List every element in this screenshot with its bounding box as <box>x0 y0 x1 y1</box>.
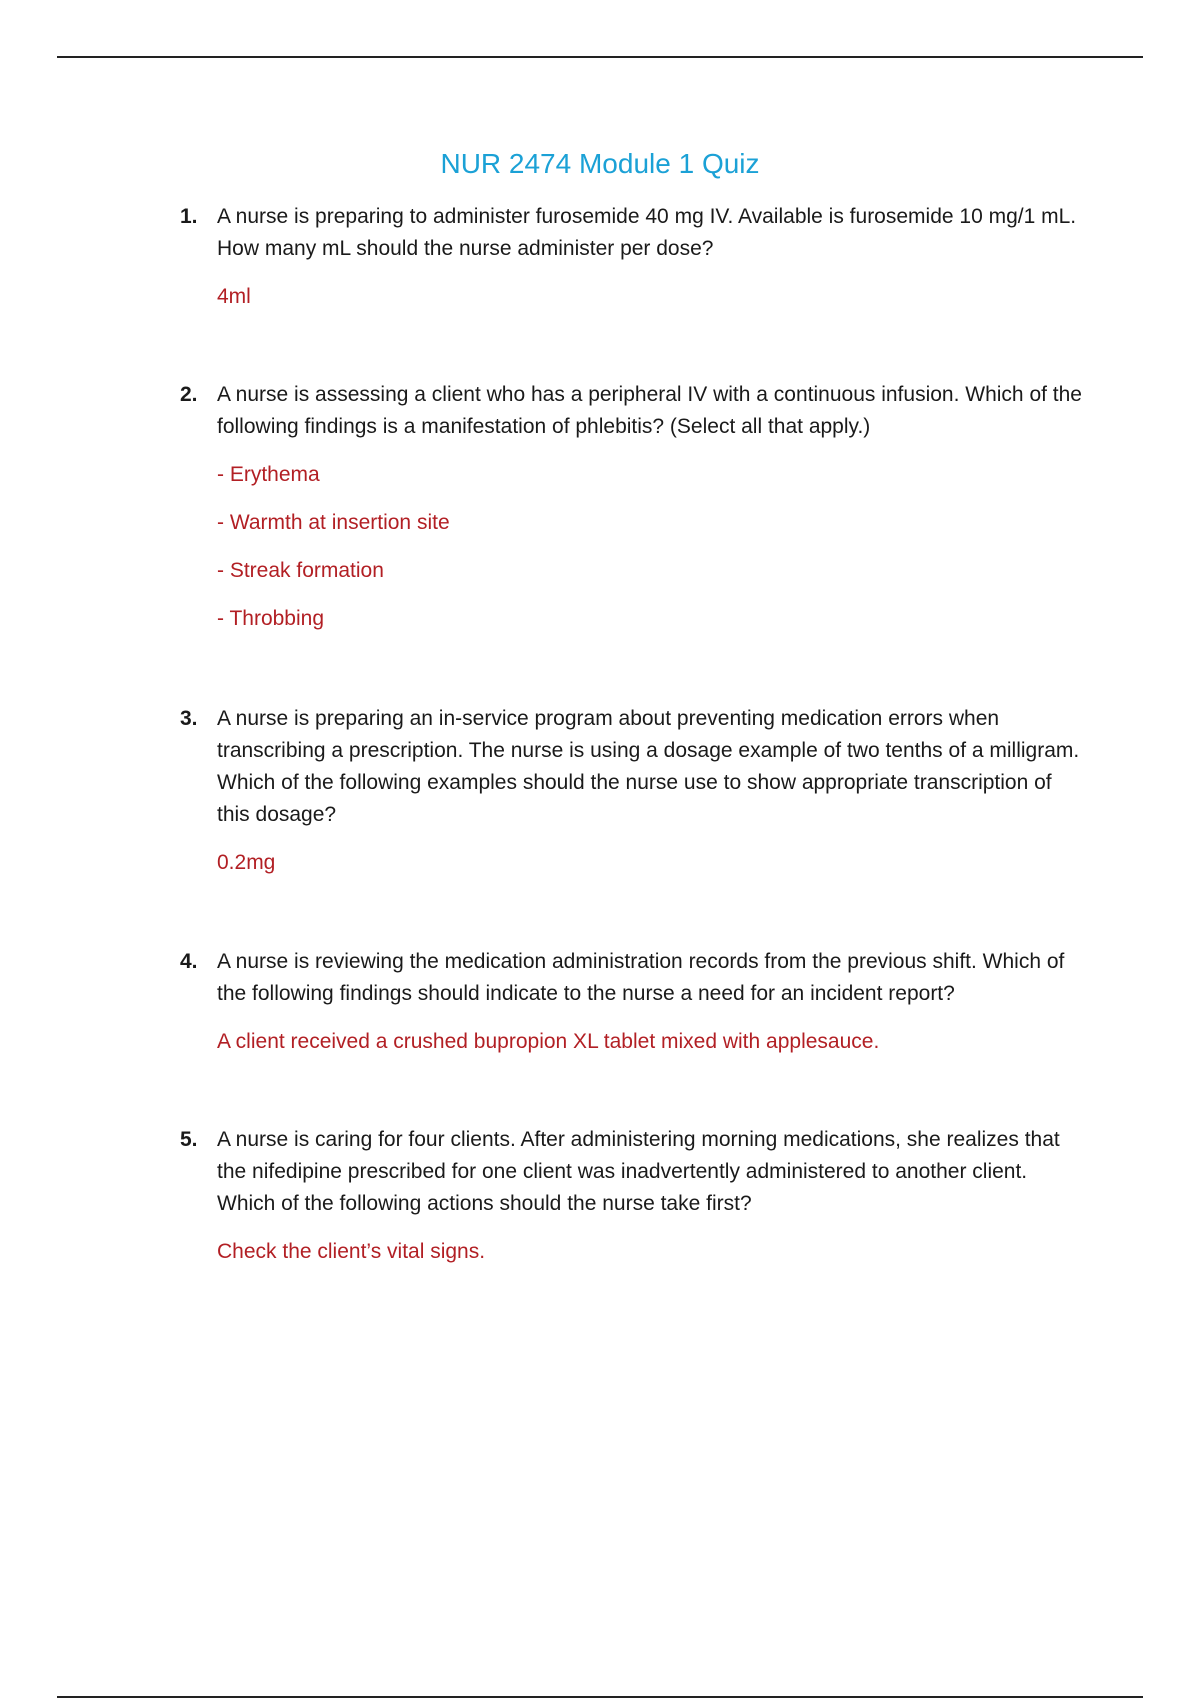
answer-list <box>217 281 1088 313</box>
answer-list <box>217 459 1088 635</box>
question-item <box>0 1124 1200 1268</box>
question-list <box>0 201 1200 1268</box>
header-rule <box>57 56 1143 58</box>
answer-text: A client received a crushed bupropion XL tablet mixed with applesauce. <box>217 1030 880 1053</box>
answer-text: - Throbbing <box>217 607 325 630</box>
document-body <box>0 146 1200 1268</box>
question-text: A nurse is caring for four clients. After administering morning medications, she realizes that the nifedipine prescribed for one client was inadvertently administered to another client. Which of the following actions should the nurse take first? <box>217 1128 1060 1215</box>
question-number: 2. <box>180 383 198 406</box>
question-text: A nurse is preparing to administer furosemide 40 mg IV. Available is furosemide 10 mg/1 mL. How many mL should the nurse administer per dose? <box>217 205 1077 260</box>
answer-list <box>217 1026 1088 1058</box>
question-text: A nurse is reviewing the medication administration records from the previous shift. Which of the following findings should indicate to the nurse a need for an incident report? <box>217 950 1065 1005</box>
question-text: A nurse is assessing a client who has a peripheral IV with a continuous infusion. Which of the following findings is a manifestation of phlebitis? (Select all that apply.) <box>217 383 1082 438</box>
answer-text: - Streak formation <box>217 559 384 582</box>
answer-list <box>217 847 1088 879</box>
question-number: 5. <box>180 1128 198 1151</box>
answer-text: - Erythema <box>217 463 320 486</box>
page-title: NUR 2474 Module 1 Quiz <box>440 148 760 179</box>
question-text: A nurse is preparing an in-service program about preventing medication errors when transcribing a prescription. The nurse is using a dosage example of two tenths of a milligram. Which of the following examples should the nurse use to show appropriate transcription of this dosage? <box>217 707 1080 826</box>
answer-text: 4ml <box>217 285 251 308</box>
question-item <box>0 946 1200 1058</box>
question-number: 4. <box>180 950 198 973</box>
footer-rule <box>57 1696 1143 1698</box>
answer-text: - Warmth at insertion site <box>217 511 450 534</box>
question-item <box>0 201 1200 313</box>
question-item <box>0 379 1200 635</box>
question-item <box>0 703 1200 879</box>
answer-list <box>217 1236 1088 1268</box>
question-number: 3. <box>180 707 198 730</box>
question-number: 1. <box>180 205 198 228</box>
answer-text: 0.2mg <box>217 851 276 874</box>
answer-text: Check the client’s vital signs. <box>217 1240 486 1263</box>
